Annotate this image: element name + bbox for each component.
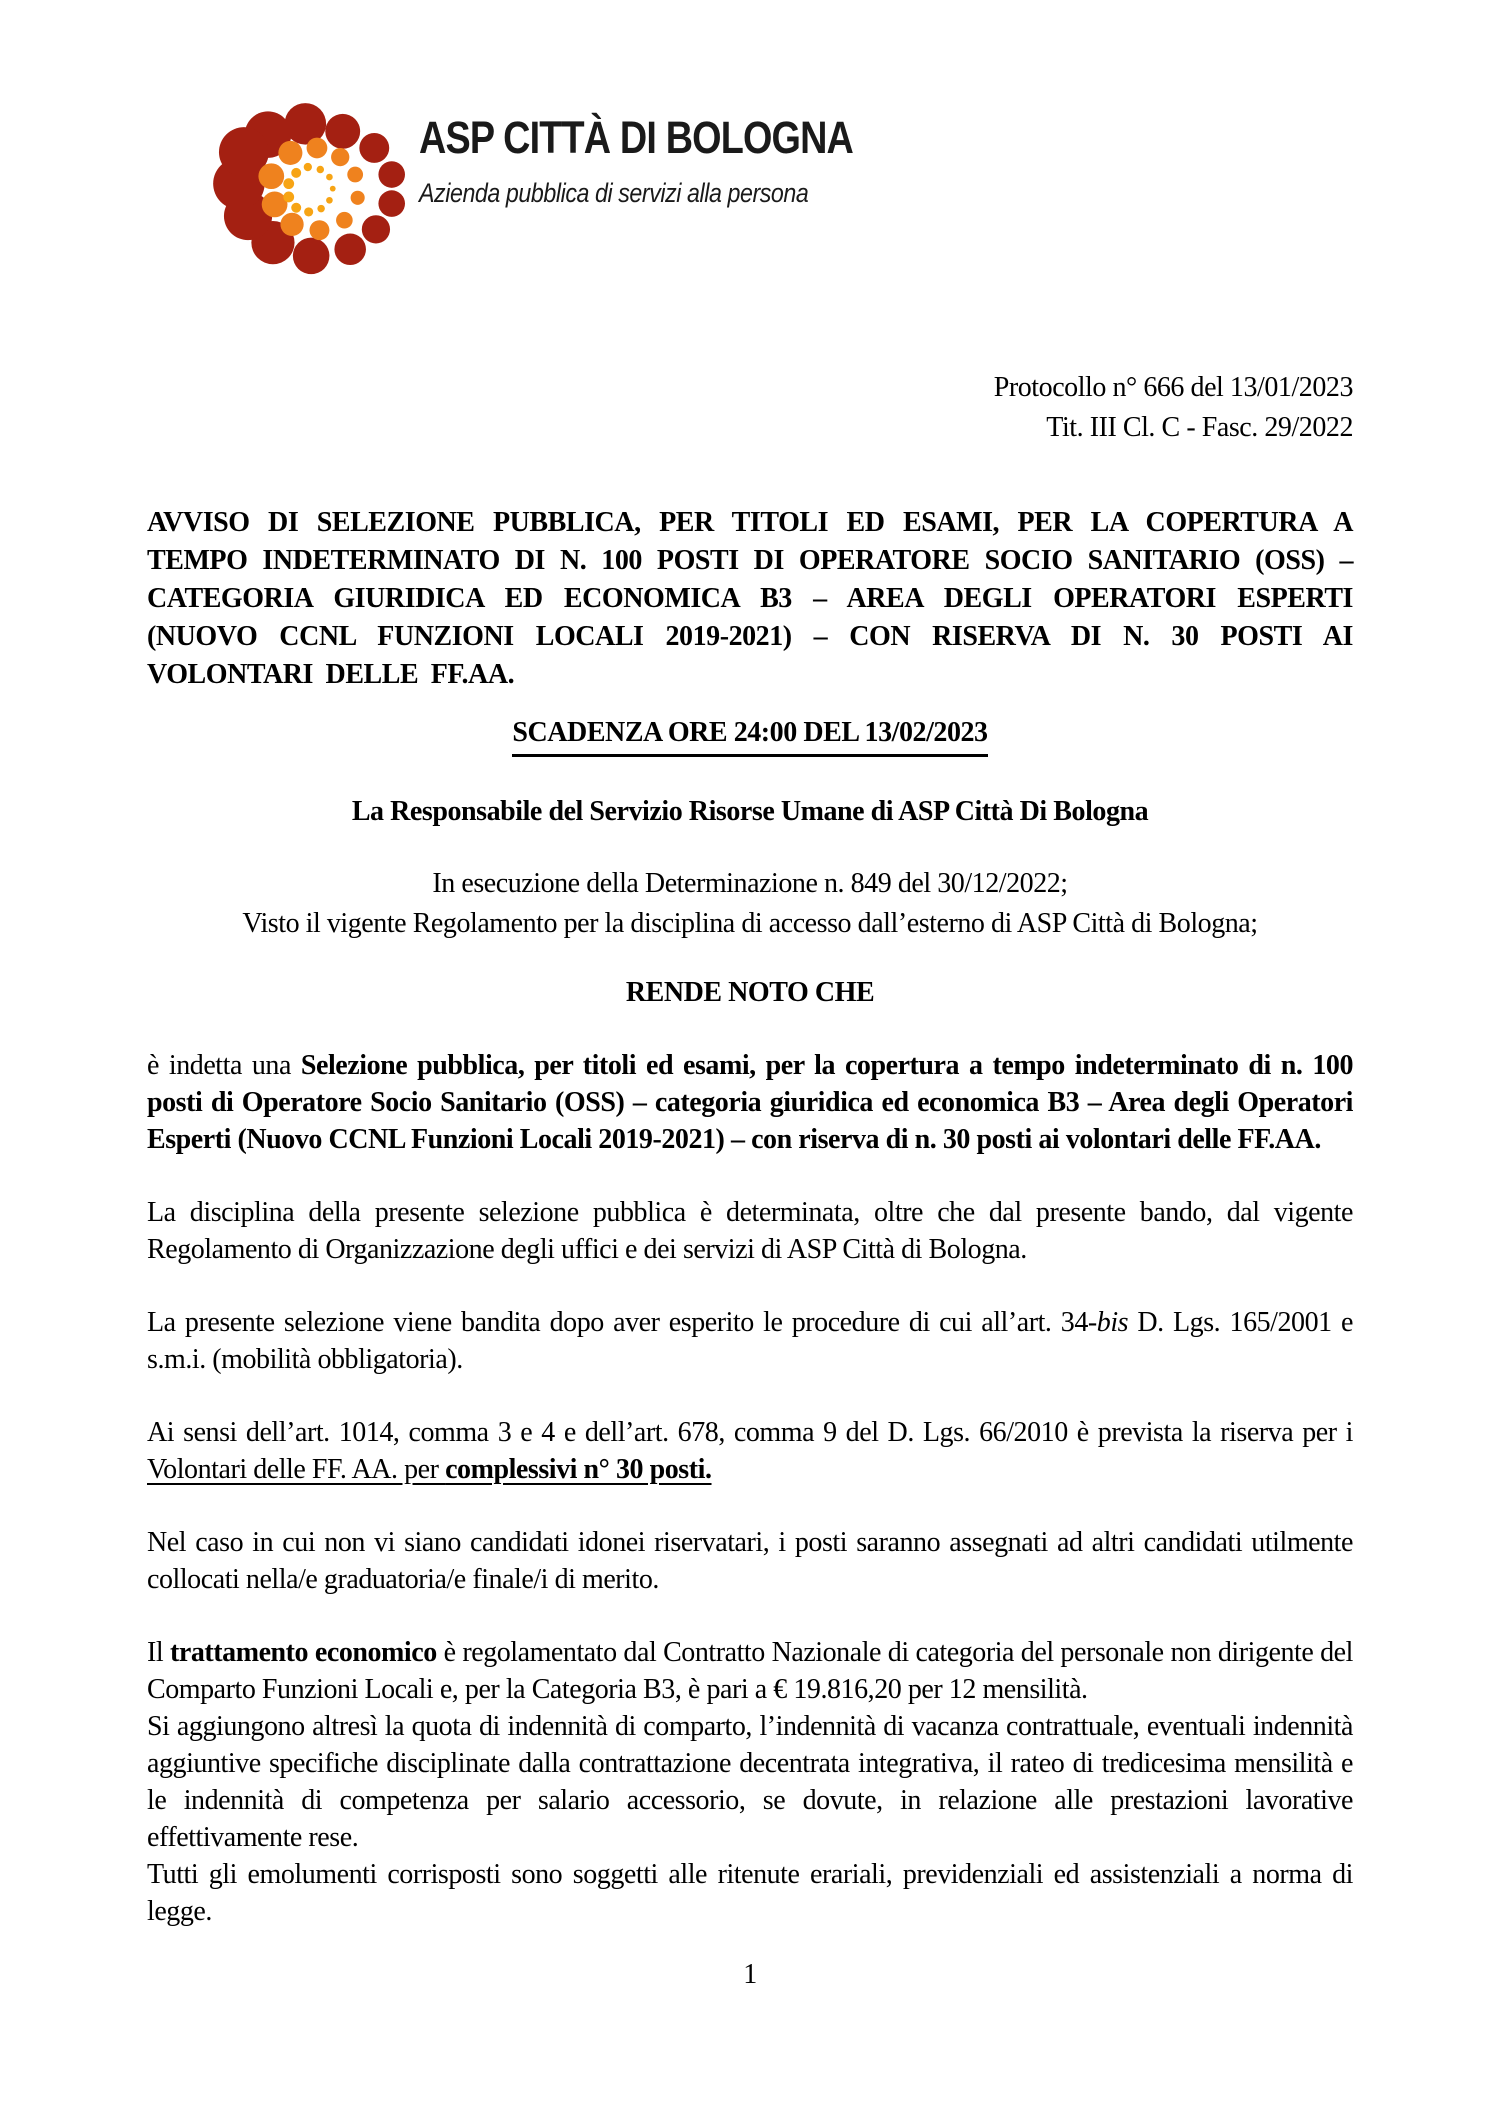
paragraph-allowances: Si aggiungono altresì la quota di indennità di comparto, l’indennità di vacanza contrattuale, eventuali indennità aggiuntive specifiche disciplinate dalla contrattazione decentrata integrativa, il rateo di tredicesima mensilità e le indennità di competenza per salario accessorio, se dovute, in relazione alle prestazioni lavorative effettivamente rese.	[147, 1711, 1353, 1853]
paragraph-selection-lead: è indetta una	[147, 1050, 301, 1081]
notice-title: AVVISO DI SELEZIONE PUBBLICA, PER TITOLI ED ESAMI, PER LA COPERTURA A TEMPO INDETERMINATO DI N. 100 POSTI DI OPERATORE SOCIO SANITARIO (OSS) – CATEGORIA GIURIDICA ED ECONOMICA B3 – AREA DEGLI OPERATORI ESPERTI (NUOVO CCNL FUNZIONI LOCALI 2019-2021) – CON RISERVA DI N. 30 POSTI AI VOLONTARI DELLE FF.AA.	[147, 507, 1353, 690]
page-number: 1	[743, 1959, 757, 1990]
org-logo-text	[419, 84, 936, 208]
protocol-block	[147, 368, 1353, 448]
paragraph-reserve	[147, 1414, 1353, 1488]
logo-ring-outer	[213, 103, 405, 274]
paragraph-salary-bold: trattamento economico	[170, 1637, 437, 1668]
org-tagline: Azienda pubblica di servizi alla persona	[419, 178, 809, 208]
premise-line-2: Visto il vigente Regolamento per la disciplina di accesso dall’esterno di ASP Città di Bologna;	[242, 908, 1258, 939]
paragraph-discipline: La disciplina della presente selezione pubblica è determinata, oltre che dal presente bando, dal vigente Regolamento di Organizzazione degli uffici e dei servizi di ASP Città di Bologna.	[147, 1197, 1353, 1265]
paragraph-mobility-part2: D. Lgs. 165/2001 e s.m.i. (mobilità obbligatoria).	[147, 1307, 1353, 1375]
issuer-heading: La Responsabile del Servizio Risorse Umane di ASP Città Di Bologna	[351, 796, 1149, 827]
protocol-number: Protocollo n° 666 del 13/01/2023	[993, 372, 1353, 403]
paragraph-salary	[147, 1634, 1353, 1708]
paragraph-salary-lead: Il	[147, 1637, 170, 1668]
paragraph-selection	[147, 1047, 1353, 1158]
paragraph-mobility-part1: La presente selezione viene bandita dopo aver esperito le procedure di cui all’art. 34-	[147, 1307, 1097, 1338]
paragraph-salary-rest: è regolamentato dal Contratto Nazionale di categoria del personale non dirigente del Comparto Funzioni Locali e, per la Categoria B3, è pari a € 19.816,20 per 12 mensilità.	[147, 1637, 1353, 1705]
premise-line-1: In esecuzione della Determinazione n. 849 del 30/12/2022;	[432, 868, 1068, 899]
deadline-text: SCADENZA ORE 24:00 DEL 13/02/2023	[512, 714, 987, 757]
protocol-classification: Tit. III Cl. C - Fasc. 29/2022	[1046, 412, 1353, 443]
logo-ring-inner	[283, 163, 335, 217]
deadline-row	[147, 714, 1353, 757]
paragraph-no-reservists: Nel caso in cui non vi siano candidati idonei riservatari, i posti saranno assegnati ad altri candidati utilmente collocati nella/e graduatoria/e finale/i di merito.	[147, 1527, 1353, 1595]
premises-block	[147, 864, 1353, 944]
paragraph-mobility-italic: bis	[1096, 1307, 1129, 1338]
announcement-heading: RENDE NOTO CHE	[625, 977, 875, 1008]
paragraph-reserve-underline: Volontari delle FF. AA. per	[147, 1454, 446, 1485]
paragraph-reserve-bold-underline: complessivi n° 30 posti.	[445, 1454, 712, 1485]
org-name: ASP CITTÀ DI BOLOGNA	[419, 112, 854, 163]
paragraph-reserve-part1: Ai sensi dell’art. 1014, comma 3 e 4 e dell’art. 678, comma 9 del D. Lgs. 66/2010 è prevista la riserva per i	[147, 1417, 1353, 1448]
paragraph-selection-bold: Selezione pubblica, per titoli ed esami, per la copertura a tempo indeterminato di n. 100 posti di Operatore Socio Sanitario (OSS) – categoria giuridica ed economica B3 – Area degli Operatori Esperti (Nuovo CCNL Funzioni Locali 2019-2021) – con riserva di n. 30 posti ai volontari delle FF.AA.	[147, 1050, 1353, 1155]
paragraph-mobility	[147, 1304, 1353, 1378]
paragraph-withholdings: Tutti gli emolumenti corrisposti sono soggetti alle ritenute erariali, previdenziali ed assistenziali a norma di legge.	[147, 1859, 1353, 1927]
asp-logo-icon	[209, 84, 405, 280]
org-logo	[209, 0, 1353, 280]
